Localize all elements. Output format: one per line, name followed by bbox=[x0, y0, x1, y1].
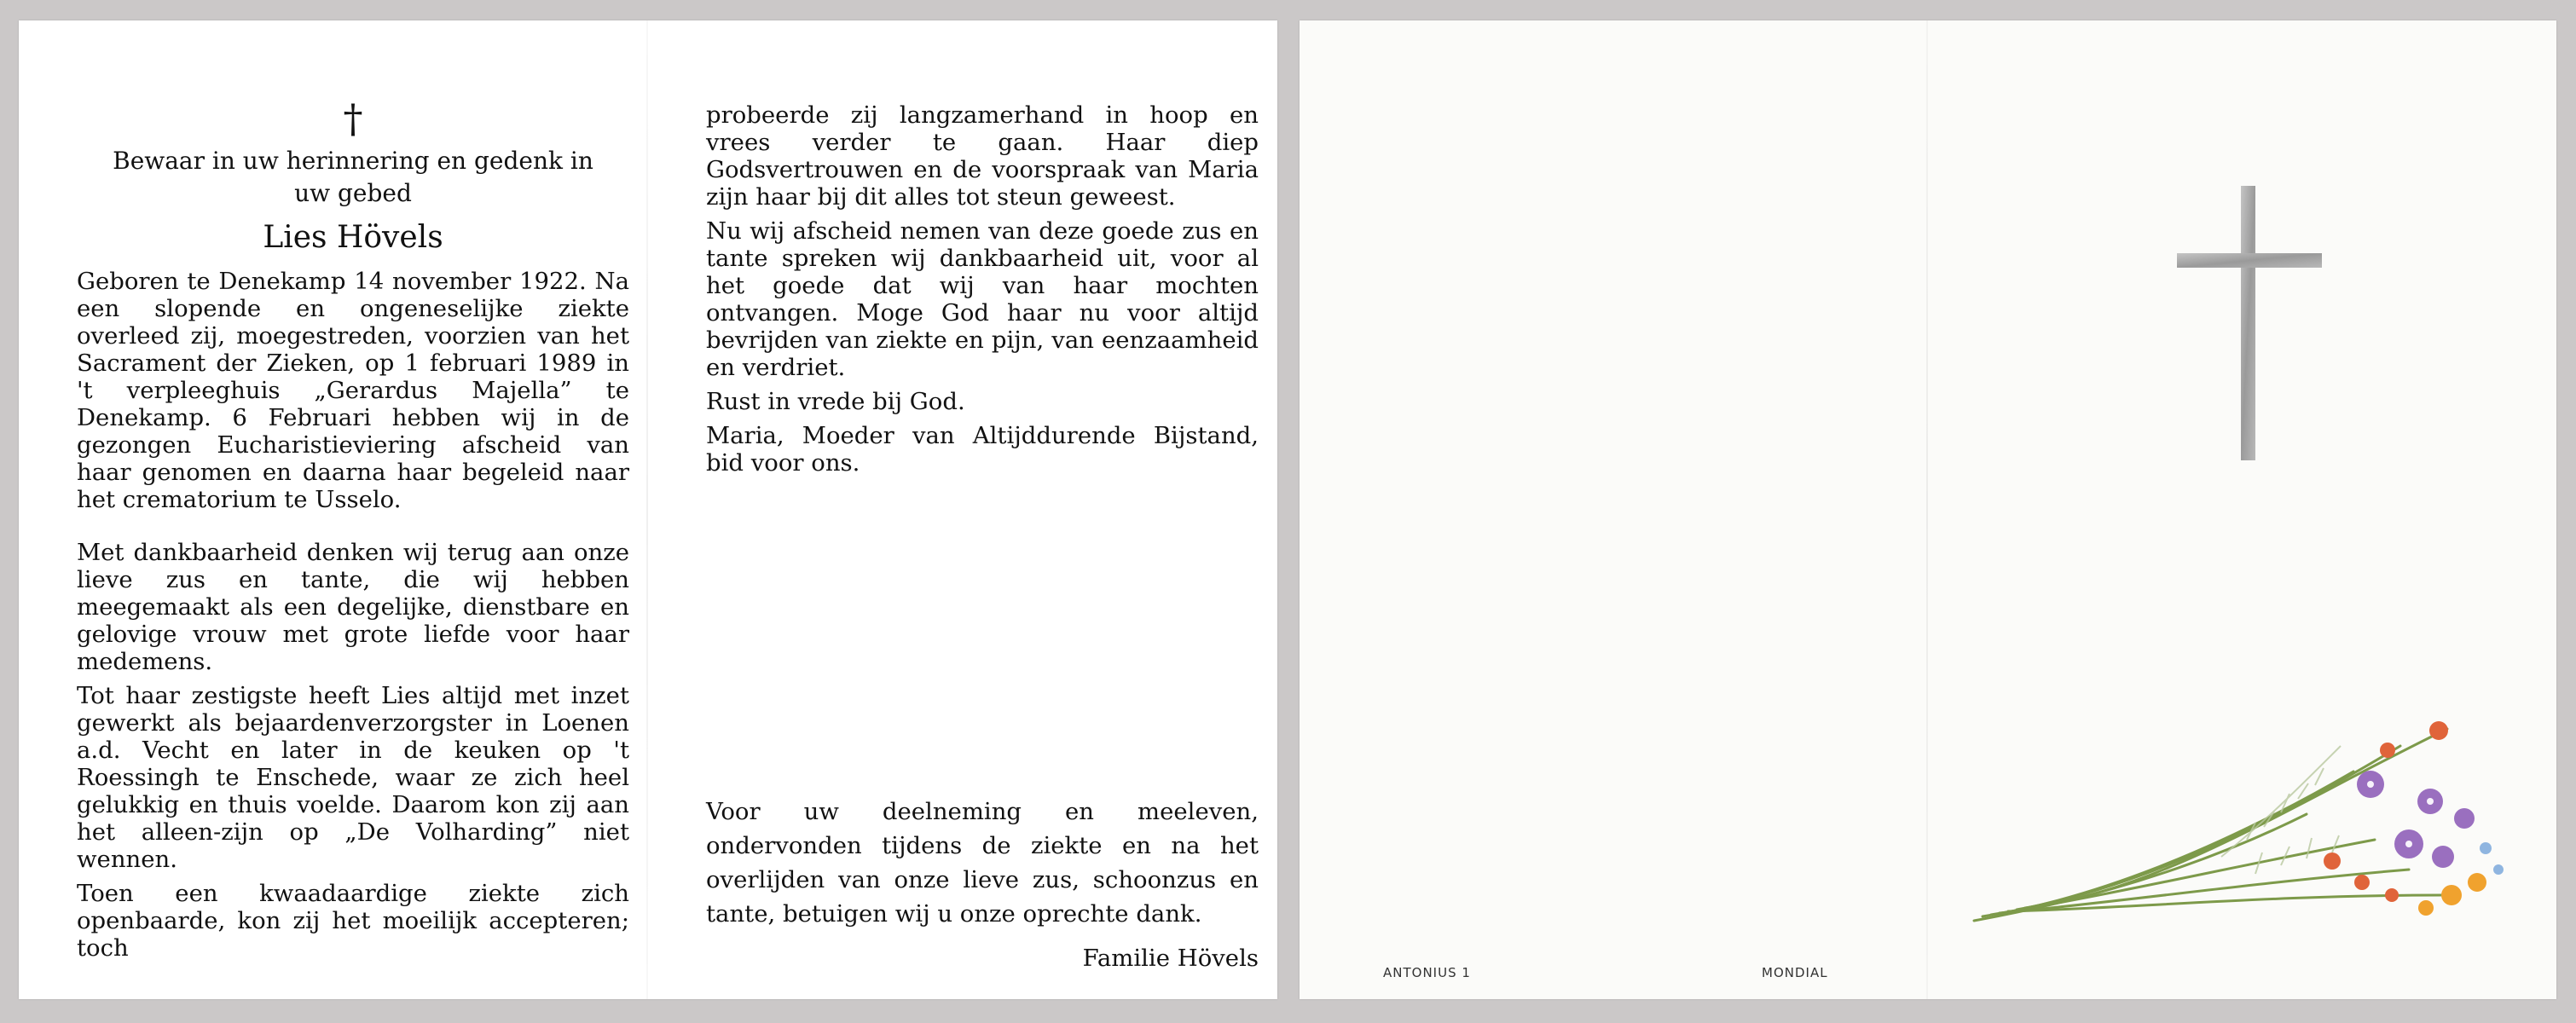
cross-icon: † bbox=[343, 95, 363, 142]
card-fold-line bbox=[1926, 20, 1928, 999]
thanks-paragraph: Voor uw deelneming en meeleven, ondervonden tijdens de ziekte en na het overlijden van onze lieve zus, schoonzus en tante, betuigen wij u onze oprechte dank. bbox=[706, 797, 1259, 928]
intro-line-2: uw gebed bbox=[294, 179, 412, 207]
biography-paragraph-3: Tot haar zestigste heeft Lies altijd met inzet gewerkt als bejaardenverzorgster in Loenen a.d. Vecht en later in de keuken op 't Roessingh te Enschede, waar ze zich heel gelukkig en thuis voelde. Daarom kon zij aan het alleen-zijn op „De Volharding” niet wennen. bbox=[77, 682, 629, 873]
deceased-name: Lies Hövels bbox=[263, 220, 443, 255]
right-text-column bbox=[706, 101, 1259, 477]
left-text-column bbox=[77, 95, 629, 962]
biography-paragraph-1: Geboren te Denekamp 14 november 1922. Na een slopende en ongeneselijke ziekte overleed zij, moegestreden, voorzien van het Sacrament der Zieken, op 1 februari 1989 in 't verpleeghuis „Gerardus Majella” te Denekamp. 6 Februari hebben wij in de gezongen Eucharistieviering afscheid van haar genomen en daarna haar begeleid naar het crematorium te Usselo. bbox=[77, 268, 629, 513]
family-signature: Familie Hövels bbox=[1082, 945, 1259, 972]
intro-text bbox=[77, 145, 629, 210]
intro-line-1: Bewaar in uw herinnering en gedenk in bbox=[113, 147, 593, 175]
flower-bouquet-icon bbox=[1965, 712, 2511, 938]
text-paragraph-1: probeerde zij langzamerhand in hoop en vrees verder te gaan. Haar diep Godsvertrouwen en de voorspraak van Maria zijn haar bij dit alles tot steun geweest. bbox=[706, 101, 1259, 211]
card-fold-line bbox=[646, 20, 648, 999]
text-paragraph-2: Nu wij afscheid nemen van deze goede zus en tante spreken wij dankbaarheid uit, voor al het goede dat wij van haar mochten ontvangen. Moge God haar nu voor altijd bevrijden van ziekte en pijn, van eenzaamheid en verdriet. bbox=[706, 217, 1259, 381]
printer-mark-right: MONDIAL bbox=[1762, 965, 1828, 980]
memorial-card-inner bbox=[19, 20, 1277, 999]
prayer-line-2: Maria, Moeder van Altijddurende Bijstand, bid voor ons. bbox=[706, 422, 1259, 477]
silver-cross-icon bbox=[2177, 186, 2322, 467]
biography-paragraph-2: Met dankbaarheid denken wij terug aan onze lieve zus en tante, die wij hebben meegemaakt als een degelijke, dienstbare en gelovige vrouw met grote liefde voor haar medemens. bbox=[77, 539, 629, 675]
printer-mark-left: ANTONIUS 1 bbox=[1383, 965, 1471, 980]
prayer-line-1: Rust in vrede bij God. bbox=[706, 388, 965, 415]
biography-paragraph-4: Toen een kwaadaardige ziekte zich openbaarde, kon zij het moeilijk accepteren; toch bbox=[77, 880, 629, 962]
